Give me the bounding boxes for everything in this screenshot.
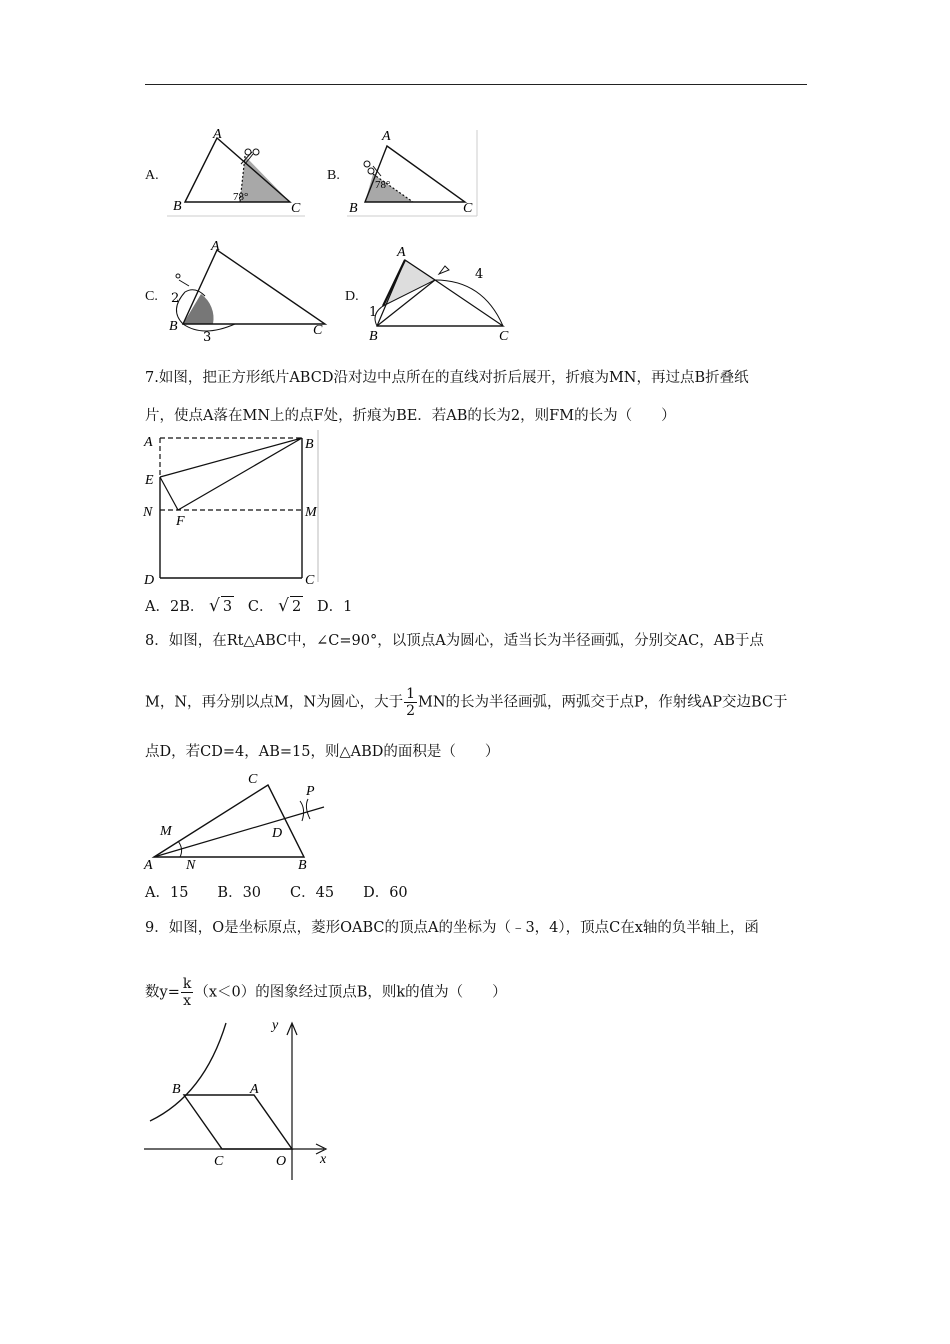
q8-line2-pre: M，N，再分别以点M，N为圆心，大于 (145, 694, 404, 711)
q8-line2-post: MN的长为半径画弧，两弧交于点P，作射线AP交边BC于 (418, 694, 788, 711)
q7-option-b-radicand: 3 (221, 596, 234, 617)
q7-figure (140, 430, 330, 590)
q7-option-a: A．2 (145, 599, 180, 615)
q8-label-d: D (272, 826, 283, 841)
q6d-label-a: A (397, 245, 406, 260)
q6c-label-a: A (211, 239, 220, 254)
q6a-angle: 78° (233, 191, 249, 203)
q7-option-c: C． (247, 599, 274, 615)
q8-label-c: C (248, 772, 258, 787)
q9-label-x: x (320, 1152, 327, 1167)
q6-figure-d (365, 240, 525, 345)
q8-options: A．15 B．30 C．45 D．60 (145, 885, 408, 901)
q6-figure-b (345, 130, 480, 220)
q7-label-d: D (144, 573, 155, 588)
q8-text-line3: 点D，若CD=4，AB=15，则△ABD的面积是（ ） (145, 744, 500, 760)
q6a-label-b: B (173, 199, 182, 214)
q9-text-line2 (145, 976, 507, 1009)
q8-text-line2 (145, 686, 788, 719)
q8-text-line1: 8．如图，在Rt△ABC中，∠C=90°，以顶点A为圆心，适当长为半径画弧，分别交AC，AB于点 (145, 633, 764, 649)
q6-option-b-letter: B. (327, 168, 340, 183)
q8-label-m: M (160, 824, 172, 839)
q9-frac-num: k (182, 976, 192, 992)
q7-option-d: D．1 (317, 599, 353, 615)
q9-fraction (181, 976, 193, 1009)
q6b-label-c: C (463, 201, 473, 216)
q6c-number-2: 2 (171, 291, 180, 306)
q9-label-a: A (250, 1082, 259, 1097)
q6b-label-b: B (349, 201, 358, 216)
q6d-number-4: 4 (475, 267, 484, 282)
q7-option-b: B． (179, 599, 205, 615)
q7-options: A．2B． √ 3 C． √ 2 D．1 (145, 596, 353, 616)
q8-label-a: A (144, 858, 153, 873)
q7-label-b: B (305, 437, 314, 452)
q6-option-d-letter: D. (345, 289, 359, 304)
q8-frac-num: 1 (406, 686, 415, 702)
q6d-label-b: B (369, 329, 378, 344)
q7-text-line2: 片，使点A落在MN上的点F处，折痕为BE．若AB的长为2，则FM的长为（ ） (145, 408, 676, 424)
q9-text-line1: 9．如图，O是坐标原点，菱形OABC的顶点A的坐标为（﹣3，4），顶点C在x轴的负半轴上，函 (145, 920, 759, 936)
q9-line2-post: （x＜0）的图象经过顶点B，则k的值为（ ） (194, 984, 507, 1001)
q6-figure-c (165, 240, 335, 345)
q8-label-p: P (306, 784, 315, 799)
q9-frac-den: x (183, 993, 192, 1009)
q6b-angle: 78° (375, 179, 391, 191)
q6a-label-a: A (213, 127, 222, 142)
q6a-label-c: C (291, 201, 301, 216)
q9-label-o: O (276, 1154, 287, 1169)
q7-label-e: E (145, 473, 154, 488)
q8-frac-den: 2 (406, 703, 415, 719)
q8-fraction (404, 686, 417, 719)
q8-label-n: N (186, 858, 196, 873)
q6-figure-a (165, 127, 310, 220)
q7-option-c-radicand: 2 (290, 596, 303, 617)
q6-option-c-letter: C. (145, 289, 158, 304)
q6d-label-c: C (499, 329, 509, 344)
q9-label-b: B (172, 1082, 181, 1097)
q6c-number-3: 3 (203, 330, 212, 345)
q8-label-b: B (298, 858, 307, 873)
q8-figure (140, 765, 340, 880)
q9-label-c: C (214, 1154, 224, 1169)
q6c-label-b: B (169, 319, 178, 334)
q6d-number-1: 1 (369, 305, 378, 320)
q6-option-a-letter: A. (145, 168, 159, 183)
q7-label-c: C (305, 573, 315, 588)
q7-label-a: A (144, 435, 153, 450)
header-rule (145, 84, 807, 85)
q7-label-m: M (305, 505, 317, 520)
q6b-label-a: A (382, 129, 391, 144)
q9-figure (140, 1015, 340, 1190)
q6c-label-c: C (313, 323, 323, 338)
q9-line2-pre: 数y= (145, 984, 180, 1001)
q7-label-n: N (143, 505, 153, 520)
q9-label-y: y (272, 1018, 279, 1033)
q7-text-line1: 7.如图，把正方形纸片ABCD沿对边中点所在的直线对折后展开，折痕为MN，再过点B折叠纸 (145, 370, 749, 386)
q7-label-f: F (176, 514, 185, 529)
